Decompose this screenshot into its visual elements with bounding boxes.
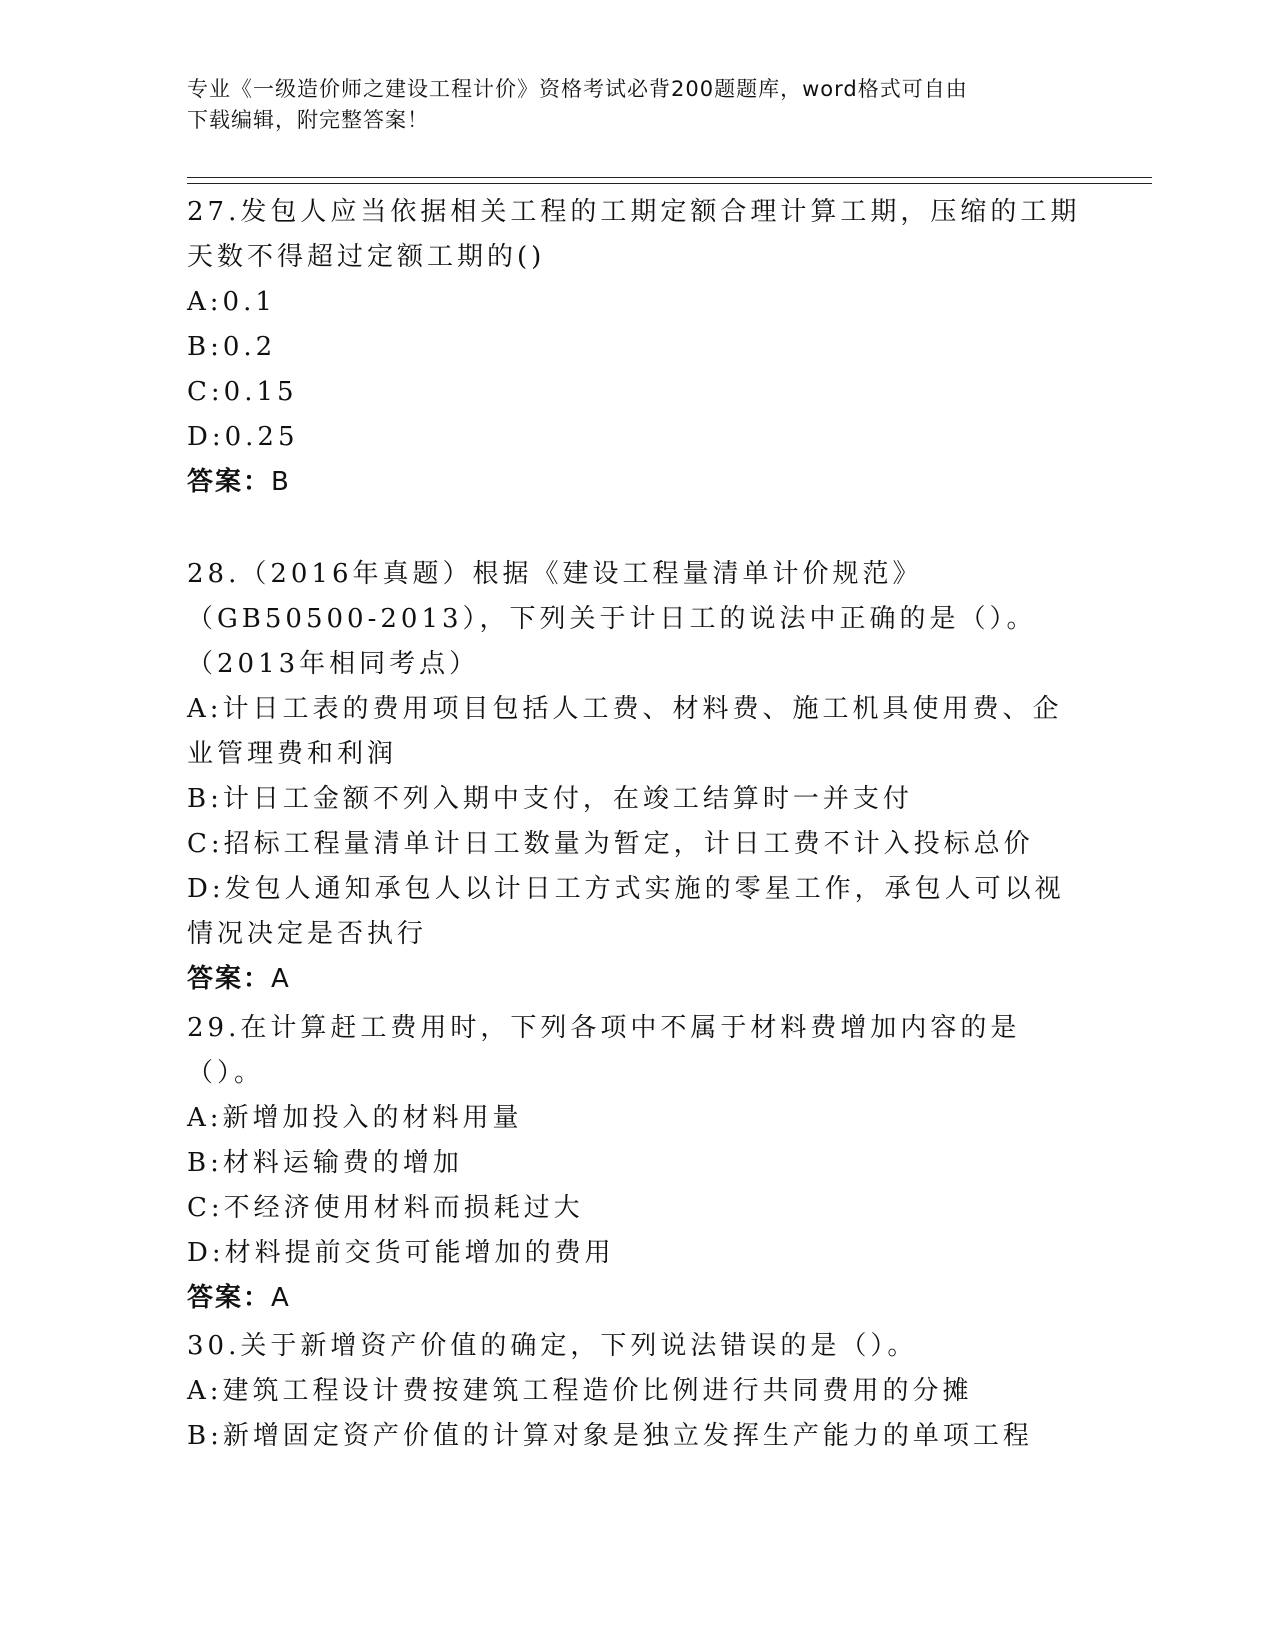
option-b: B:新增固定资产价值的计算对象是独立发挥生产能力的单项工程 (187, 1421, 1033, 1451)
option-a: A:建筑工程设计费按建筑工程造价比例进行共同费用的分摊 (187, 1376, 973, 1406)
header-line-2: 下载编辑，附完整答案！ (187, 108, 429, 132)
header-divider-top (187, 177, 1152, 178)
question-28 (187, 552, 1087, 1002)
option-b: B:0.2 (187, 332, 277, 362)
header-line-1: 专业《一级造价师之建设工程计价》资格考试必背200题题库，word格式可自由 (187, 77, 968, 101)
answer-label: 答案： (187, 467, 272, 497)
option-a: A:0.1 (187, 287, 276, 317)
header-divider-bottom (187, 183, 1152, 184)
answer-value: A (271, 964, 291, 994)
question-stem: 27.发包人应当依据相关工程的工期定额合理计算工期，压缩的工期天数不得超过定额工期的() (187, 197, 1081, 272)
option-c: C:招标工程量清单计日工数量为暂定，计日工费不计入投标总价 (187, 829, 1034, 859)
answer-value: B (271, 467, 291, 497)
answer-label: 答案： (187, 1283, 272, 1313)
question-27 (187, 190, 1087, 505)
option-a: A:新增加投入的材料用量 (187, 1103, 523, 1133)
option-d: D:0.25 (187, 422, 299, 452)
question-stem: 30.关于新增资产价值的确定，下列说法错误的是（）。 (187, 1331, 918, 1361)
option-d: D:发包人通知承包人以计日工方式实施的零星工作，承包人可以视情况决定是否执行 (187, 874, 1065, 949)
option-b: B:材料运输费的增加 (187, 1148, 463, 1178)
answer-value: A (271, 1283, 291, 1313)
option-c: C:0.15 (187, 377, 298, 407)
document-header (187, 74, 1067, 136)
answer-line (187, 1276, 1087, 1321)
question-30 (187, 1324, 1087, 1459)
question-stem: 28.（2016年真题）根据《建设工程量清单计价规范》（GB50500-2013），下列关于计日工的说法中正确的是（）。（2013年相同考点） (187, 559, 1037, 679)
answer-label: 答案： (187, 964, 272, 994)
option-d: D:材料提前交货可能增加的费用 (187, 1238, 615, 1268)
option-a: A:计日工表的费用项目包括人工费、材料费、施工机具使用费、企业管理费和利润 (187, 694, 1063, 769)
answer-line (187, 460, 1087, 505)
option-b: B:计日工金额不列入期中支付，在竣工结算时一并支付 (187, 784, 913, 814)
question-29 (187, 1006, 1087, 1321)
option-c: C:不经济使用材料而损耗过大 (187, 1193, 584, 1223)
question-stem: 29.在计算赶工费用时，下列各项中不属于材料费增加内容的是（）。 (187, 1013, 1021, 1088)
answer-line (187, 957, 1087, 1002)
